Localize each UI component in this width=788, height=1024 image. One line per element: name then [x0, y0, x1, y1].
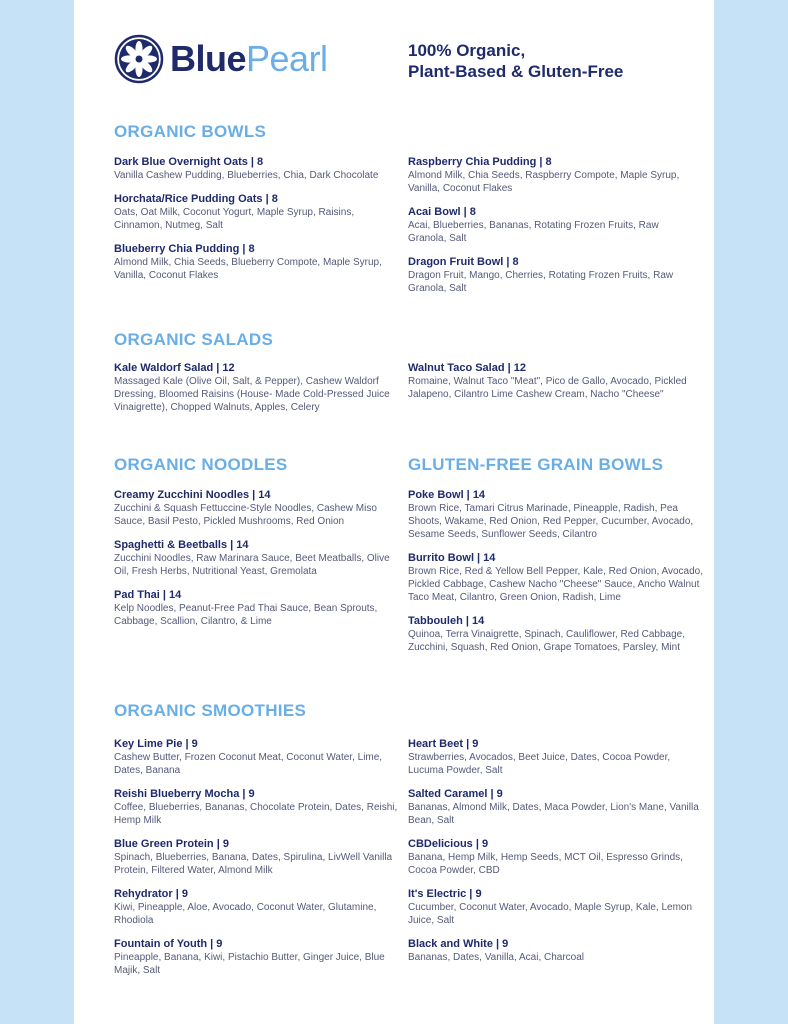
menu-item — [114, 155, 399, 182]
menu-item-description: Kiwi, Pineapple, Aloe, Avocado, Coconut Water, Glutamine, Rhodiola — [114, 902, 377, 926]
menu-item-name: Burrito Bowl | 14 — [408, 552, 496, 564]
menu-item — [114, 588, 399, 628]
tagline — [408, 40, 698, 82]
menu-item-name: Salted Caramel | 9 — [408, 788, 503, 800]
menu-item-description: Spinach, Blueberries, Banana, Dates, Spirulina, LivWell Vanilla Protein, Filtered Water, Almond Milk — [114, 852, 393, 876]
menu-item-description: Quinoa, Terra Vinaigrette, Spinach, Cauliflower, Red Cabbage, Zucchini, Squash, Red Onion, Grape Tomatoes, Parsley, Mint — [408, 629, 686, 653]
salads-right-column — [408, 361, 693, 411]
menu-item-description: Bananas, Dates, Vanilla, Acai, Charcoal — [408, 952, 585, 963]
menu-item — [408, 614, 708, 654]
menu-item-name: Fountain of Youth | 9 — [114, 938, 223, 950]
menu-item — [114, 488, 399, 528]
section-title-noodles: ORGANIC NOODLES — [114, 455, 288, 474]
menu-item-description: Cucumber, Coconut Water, Avocado, Maple Syrup, Kale, Lemon Juice, Salt — [408, 902, 693, 926]
brand-name — [170, 38, 328, 79]
menu-item-description: Kelp Noodles, Peanut-Free Pad Thai Sauce, Bean Sprouts, Cabbage, Scallion, Cilantro, & Lime — [114, 603, 378, 627]
menu-item-description: Coffee, Blueberries, Bananas, Chocolate Protein, Dates, Reishi, Hemp Milk — [114, 802, 398, 826]
menu-item-description: Almond Milk, Chia Seeds, Raspberry Compote, Maple Syrup, Vanilla, Coconut Flakes — [408, 170, 680, 194]
menu-item-description: Almond Milk, Chia Seeds, Blueberry Compote, Maple Syrup, Vanilla, Coconut Flakes — [114, 257, 382, 281]
menu-item-name: Blueberry Chia Pudding | 8 — [114, 243, 255, 255]
menu-item — [114, 737, 399, 777]
menu-item — [408, 787, 708, 827]
grain-bowls-column — [408, 488, 708, 664]
menu-item-description: Oats, Oat Milk, Coconut Yogurt, Maple Syrup, Raisins, Cinnamon, Nutmeg, Salt — [114, 207, 355, 231]
menu-item — [114, 538, 399, 578]
section-title-bowls: ORGANIC BOWLS — [114, 122, 267, 141]
section-title-smoothies: ORGANIC SMOOTHIES — [114, 701, 307, 720]
menu-item-description: Brown Rice, Red & Yellow Bell Pepper, Kale, Red Onion, Avocado, Pickled Cabbage, Cashew Nacho "Cheese" Sauce, Ancho Walnut Taco Meat, Cilantro, Green Onion, Radish, Lime — [408, 566, 703, 603]
menu-item-name: Acai Bowl | 8 — [408, 206, 476, 218]
menu-item-name: Dark Blue Overnight Oats | 8 — [114, 156, 264, 168]
menu-item — [114, 242, 399, 282]
menu-item — [114, 361, 399, 414]
smoothies-right-column — [408, 737, 708, 974]
menu-item — [408, 837, 708, 877]
menu-item — [408, 887, 708, 927]
menu-item-description: Zucchini & Squash Fettuccine-Style Noodles, Cashew Miso Sauce, Basil Pesto, Pickled Mushrooms, Red Onion — [114, 503, 377, 527]
pearl-flower-icon — [114, 34, 164, 84]
tagline-line-2: Plant-Based & Gluten-Free — [408, 62, 624, 81]
brand-name-bold: Blue — [170, 38, 247, 79]
salads-left-column — [114, 361, 399, 424]
menu-item-name: It's Electric | 9 — [408, 888, 482, 900]
menu-item-description: Dragon Fruit, Mango, Cherries, Rotating Frozen Fruits, Raw Granola, Salt — [408, 270, 674, 294]
menu-item-name: Heart Beet | 9 — [408, 738, 479, 750]
menu-item — [408, 737, 708, 777]
menu-item-description: Strawberries, Avocados, Beet Juice, Dates, Cocoa Powder, Lucuma Powder, Salt — [408, 752, 671, 776]
section-title-salads: ORGANIC SALADS — [114, 330, 274, 349]
menu-item — [408, 155, 693, 195]
bowls-left-column — [114, 155, 399, 292]
menu-item — [114, 937, 399, 977]
menu-item — [114, 192, 399, 232]
menu-item-name: Poke Bowl | 14 — [408, 489, 486, 501]
menu-item-name: Rehydrator | 9 — [114, 888, 188, 900]
menu-item — [408, 361, 693, 401]
section-title-grain-bowls: GLUTEN-FREE GRAIN BOWLS — [408, 455, 664, 474]
menu-item-name: Kale Waldorf Salad | 12 — [114, 362, 235, 374]
menu-item-name: Key Lime Pie | 9 — [114, 738, 198, 750]
menu-item-description: Brown Rice, Tamari Citrus Marinade, Pineapple, Radish, Pea Shoots, Wakame, Red Onion, Red Pepper, Cucumber, Avocado, Sesame Seeds, Sunflower Seeds, Cilantro — [408, 503, 694, 540]
menu-item — [408, 488, 708, 541]
noodles-column — [114, 488, 399, 638]
menu-item — [114, 837, 399, 877]
menu-item-name: Tabbouleh | 14 — [408, 615, 485, 627]
menu-item — [408, 937, 708, 964]
menu-page — [74, 0, 714, 1024]
menu-item-description: Pineapple, Banana, Kiwi, Pistachio Butter, Ginger Juice, Blue Majik, Salt — [114, 952, 385, 976]
menu-item — [114, 887, 399, 927]
tagline-line-1: 100% Organic, — [408, 41, 526, 60]
menu-item-name: Dragon Fruit Bowl | 8 — [408, 256, 519, 268]
menu-item-description: Romaine, Walnut Taco "Meat", Pico de Gallo, Avocado, Pickled Jalapeno, Cilantro Lime Cashew Cream, Nacho "Cheese" — [408, 376, 687, 400]
brand-logo — [114, 33, 328, 85]
menu-item-name: Raspberry Chia Pudding | 8 — [408, 156, 552, 168]
smoothies-left-column — [114, 737, 399, 987]
menu-item-description: Acai, Blueberries, Bananas, Rotating Frozen Fruits, Raw Granola, Salt — [408, 220, 659, 244]
brand-name-light: Pearl — [246, 38, 328, 79]
menu-item — [408, 551, 708, 604]
menu-item-description: Vanilla Cashew Pudding, Blueberries, Chia, Dark Chocolate — [114, 170, 379, 181]
menu-item-description: Zucchini Noodles, Raw Marinara Sauce, Beet Meatballs, Olive Oil, Fresh Herbs, Nutritional Yeast, Gremolata — [114, 553, 390, 577]
menu-item — [114, 787, 399, 827]
menu-item-name: Walnut Taco Salad | 12 — [408, 362, 526, 374]
menu-item-name: Black and White | 9 — [408, 938, 509, 950]
menu-item-description: Cashew Butter, Frozen Coconut Meat, Coconut Water, Lime, Dates, Banana — [114, 752, 383, 776]
menu-item-name: Creamy Zucchini Noodles | 14 — [114, 489, 271, 501]
bowls-right-column — [408, 155, 693, 305]
menu-item-name: Reishi Blueberry Mocha | 9 — [114, 788, 255, 800]
menu-item-description: Massaged Kale (Olive Oil, Salt, & Pepper), Cashew Waldorf Dressing, Bloomed Raisins (House- Made Cold-Pressed Juice Vinaigrette), Chopped Walnuts, Apples, Celery — [114, 376, 390, 413]
menu-item-description: Bananas, Almond Milk, Dates, Maca Powder, Lion's Mane, Vanilla Bean, Salt — [408, 802, 699, 826]
menu-item-name: CBDelicious | 9 — [408, 838, 489, 850]
menu-item — [408, 255, 693, 295]
menu-item-name: Blue Green Protein | 9 — [114, 838, 229, 850]
menu-item-name: Horchata/Rice Pudding Oats | 8 — [114, 193, 278, 205]
menu-item-description: Banana, Hemp Milk, Hemp Seeds, MCT Oil, Espresso Grinds, Cocoa Powder, CBD — [408, 852, 683, 876]
menu-item-name: Pad Thai | 14 — [114, 589, 182, 601]
menu-item — [408, 205, 693, 245]
menu-item-name: Spaghetti & Beetballs | 14 — [114, 539, 249, 551]
